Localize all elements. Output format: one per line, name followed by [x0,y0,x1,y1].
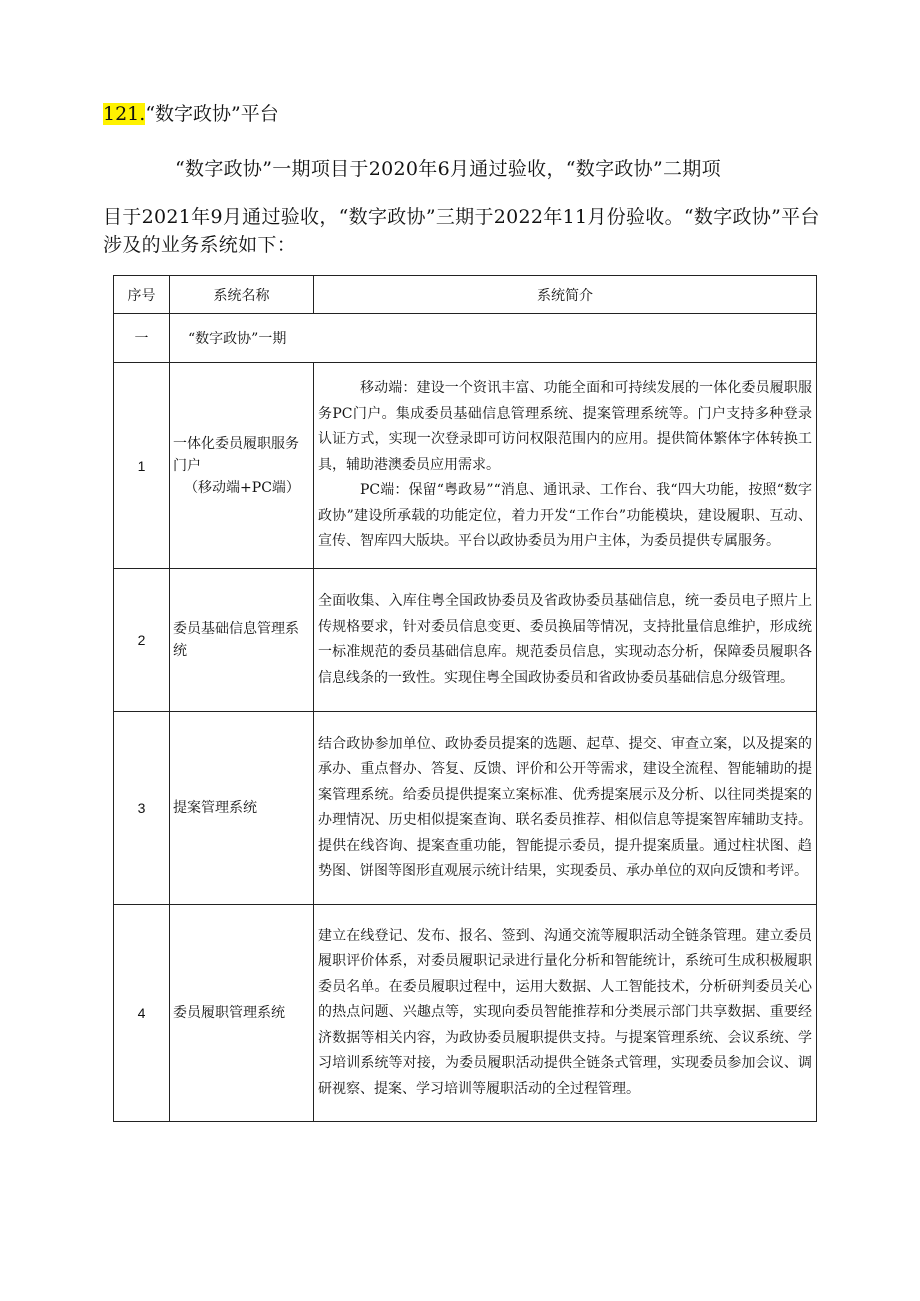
row-name-text: 一体化委员履职服务门户 [173,435,299,474]
row-desc-pc: PC端：保留“粤政易”“消息、通讯录、工作台、我“四大功能，按照“数字政协”建设所承载的功能定位，着力开发“工作台”功能模块，建设履职、互动、宣传、智库四大版块。平台以政协委员为用户主体，为委员提供专属服务。 [318,482,812,550]
section-seq: 一 [114,314,170,363]
section-heading [103,100,279,128]
row-desc: 全面收集、入库住粤全国政协委员及省政协委员基础信息，统一委员电子照片上传规格要求，针对委员信息变更、委员换届等情况，支持批量信息维护，形成统一标准规范的委员基础信息库。规范委员信息，实现动态分析，保障委员履职各信息线条的一致性。实现住粤全国政协委员和省政协委员基础信息分级管理。 [314,569,817,712]
row-name: 委员履职管理系统 [170,905,314,1122]
systems-table [113,275,817,1122]
table-row [114,905,817,1122]
table-row [114,569,817,712]
row-desc [314,363,817,569]
intro-line-1: “数字政协”一期项目于2020年6月通过验收，“数字政协”二期项 [175,158,721,180]
row-name: 提案管理系统 [170,712,314,905]
row-name-sub: （移动端+PC端） [184,479,300,496]
section-name: “数字政协”一期 [170,314,817,363]
row-seq: 3 [114,712,170,905]
row-seq: 4 [114,905,170,1122]
header-seq: 序号 [114,276,170,314]
row-name [170,363,314,569]
header-name: 系统名称 [170,276,314,314]
heading-title: “数字政协”平台 [145,103,279,125]
row-name: 委员基础信息管理系统 [170,569,314,712]
row-seq: 1 [114,363,170,569]
table-header-row [114,276,817,314]
row-seq: 2 [114,569,170,712]
heading-number: 121. [103,103,146,125]
table-row [114,712,817,905]
header-desc: 系统简介 [314,276,817,314]
table-row [114,363,817,569]
row-desc: 建立在线登记、发布、报名、签到、沟通交流等履职活动全链条管理。建立委员履职评价体系，对委员履职记录进行量化分析和智能统计，系统可生成积极履职委员名单。在委员履职过程中，运用大数据、人工智能技术，分析研判委员关心的热点问题、兴趣点等，实现向委员智能推荐和分类展示部门共享数据、重要经济数据等相关内容，为政协委员履职提供支持。与提案管理系统、会议系统、学习培训系统等对接，为委员履职活动提供全链条式管理，实现委员参加会议、调研视察、提案、学习培训等履职活动的全过程管理。 [314,905,817,1122]
row-desc: 结合政协参加单位、政协委员提案的选题、起草、提交、审查立案，以及提案的承办、重点督办、答复、反馈、评价和公开等需求，建设全流程、智能辅助的提案管理系统。给委员提供提案立案标准、优秀提案展示及分析、以往同类提案的办理情况、历史相似提案查询、联名委员推荐、相似信息等提案智库辅助支持。提供在线咨询、提案查重功能，智能提示委员，提升提案质量。通过柱状图、趋势图、饼图等图形直观展示统计结果，实现委员、承办单位的双向反馈和考评。 [314,712,817,905]
section-row [114,314,817,363]
intro-line-2: 目于2021年9月通过验收，“数字政协”三期于2022年11月份验收。“数字政协”平台涉及的业务系统如下： [103,206,820,256]
row-desc-mobile: 移动端：建设一个资讯丰富、功能全面和可持续发展的一体化委员履职服务PC门户。集成委员基础信息管理系统、提案管理系统等。门户支持多种登录认证方式，实现一次登录即可访问权限范围内的应用。提供简体繁体字体转换工具，辅助港澳委员应用需求。 [318,380,812,473]
